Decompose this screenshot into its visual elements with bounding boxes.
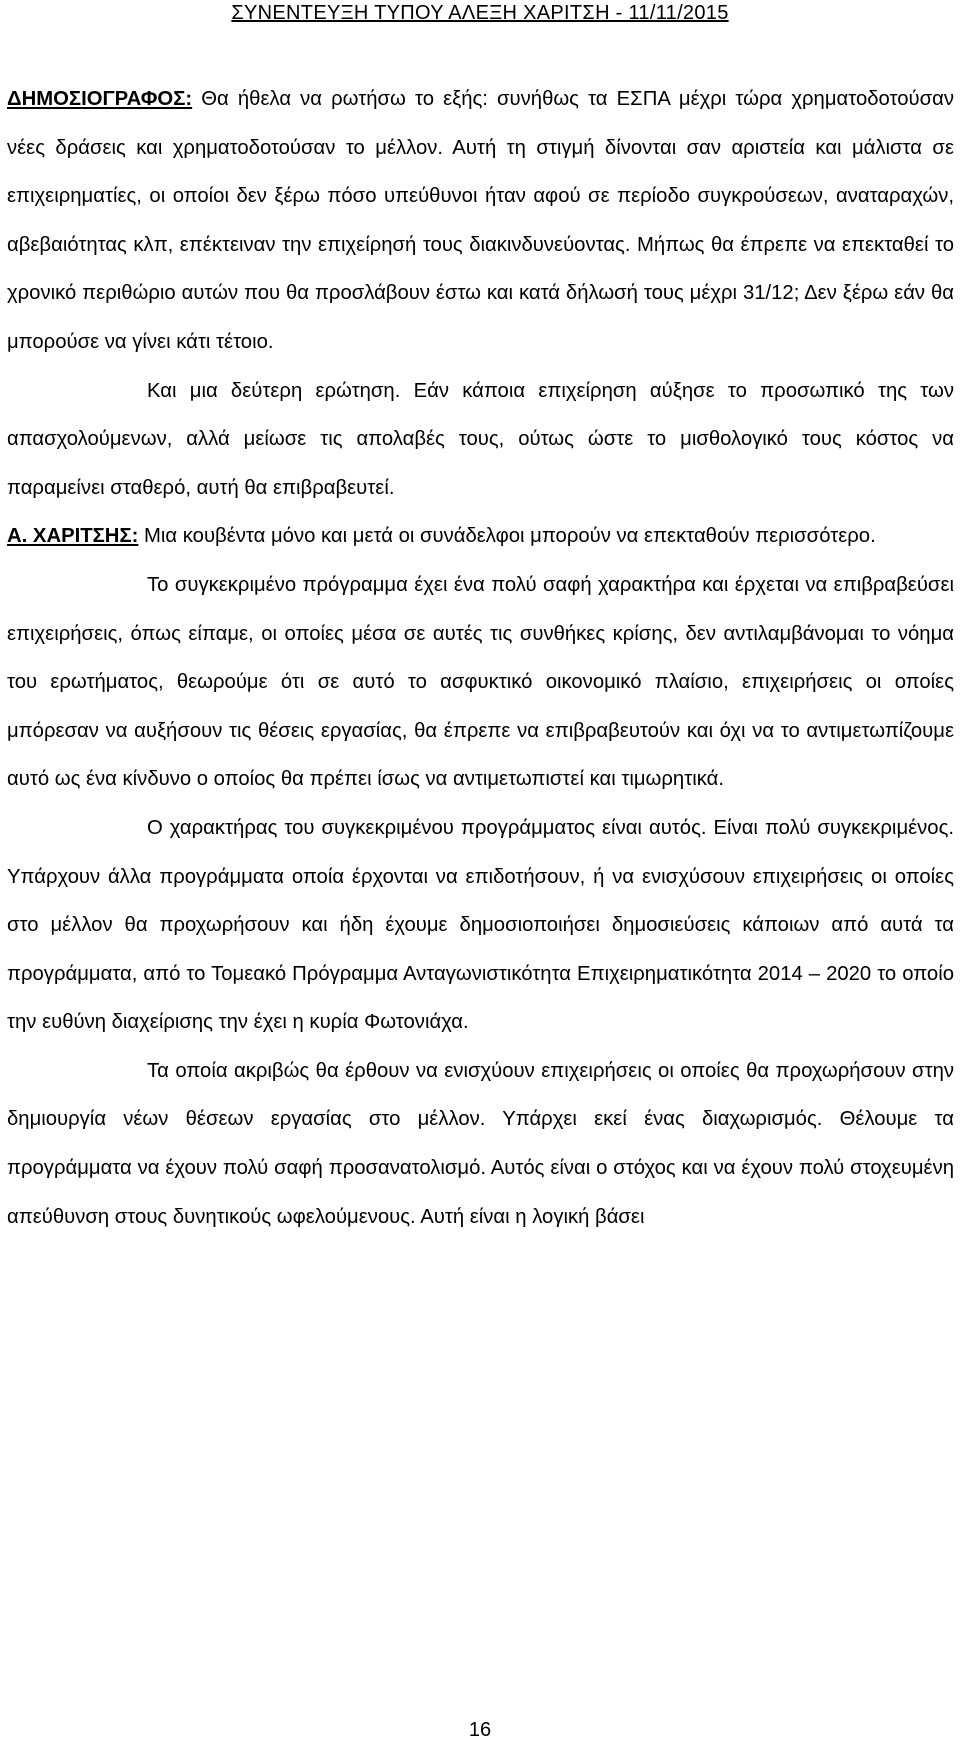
speaker-label-charitsis: Α. ΧΑΡΙΤΣΗΣ:: [7, 525, 139, 548]
paragraph-journalist-question: [7, 75, 954, 367]
paragraph-charitsis-answer: [7, 512, 954, 561]
document-body: [7, 75, 954, 1241]
paragraph-text: Μια κουβέντα μόνο και μετά οι συνάδελφοι μπορούν να επεκταθούν περισσότερο.: [144, 525, 876, 548]
paragraph-program-character: [7, 561, 954, 804]
paragraph-other-programs: [7, 804, 954, 1047]
paragraph-text: Τα οποία ακριβώς θα έρθουν να ενισχύουν επιχειρήσεις οι οποίες θα προχωρήσουν στην δημιουργία νέων θέσεων εργασίας στο μέλλον. Υπάρχει εκεί ένας διαχωρισμός. Θέλουμε τα προγράμματα να έχουν πολύ σαφή προσανατολισμό. Αυτός είναι ο στόχος και να έχουν πολύ στοχευμένη απεύθυνση στους δυνητικούς ωφελούμενους. Αυτή είναι η λογική βάσει: [7, 1059, 954, 1228]
paragraph-text: Θα ήθελα να ρωτήσω το εξής: συνήθως τα ΕΣΠΑ μέχρι τώρα χρηματοδοτούσαν νέες δράσεις και χρηματοδοτούσαν το μέλλον. Αυτή τη στιγμή δίνονται σαν αριστεία και μάλιστα σε επιχειρηματίες, οι οποίοι δεν ξέρω πόσο υπεύθυνοι ήταν αφού σε περίοδο συγκρούσεων, αναταραχών, αβεβαιότητας κλπ, επέκτειναν την επιχείρησή τους διακινδυνεύοντας. Μήπως θα έπρεπε να επεκταθεί το χρονικό περιθώριο αυτών που θα προσλάβουν έστω και κατά δήλωσή τους μέχρι 31/12; Δεν ξέρω εάν θα μπορούσε να γίνει κάτι τέτοιο.: [7, 88, 954, 353]
page-number: 16: [468, 1719, 492, 1741]
speaker-label-journalist: ΔΗΜΟΣΙΟΓΡΑΦΟΣ:: [7, 88, 193, 110]
paragraph-second-question: [7, 367, 954, 513]
paragraph-text: Το συγκεκριμένο πρόγραμμα έχει ένα πολύ σαφή χαρακτήρα και έρχεται να επιβραβεύσει επιχειρήσεις, όπως είπαμε, οι οποίες μέσα σε αυτές τις συνθήκες κρίσης, δεν αντιλαμβάνομαι το νόημα του ερωτήματος, θεωρούμε ότι σε αυτό το ασφυκτικό οικονομικό πλαίσιο, επιχειρήσεις οι οποίες μπόρεσαν να αυξήσουν τις θέσεις εργασίας, θα έπρεπε να επιβραβευτούν και όχι να το αντιμετωπίζουμε αυτό ως ένα κίνδυνο ο οποίος θα πρέπει ίσως να αντιμετωπιστεί και τιμωρητικά.: [7, 573, 954, 791]
paragraph-text: Ο χαρακτήρας του συγκεκριμένου προγράμματος είναι αυτός. Είναι πολύ συγκεκριμένος. Υπάρχουν άλλα προγράμματα οποία έρχονται να επιδοτήσουν, ή να ενισχύσουν επιχειρήσεις οι οποίες στο μέλλον θα προχωρήσουν και ήδη έχουμε δημοσιοποιήσει δημοσιεύσεις κάποιων από αυτά τα προγράμματα, από το Τομεακό Πρόγραμμα Ανταγωνιστικότητα Επιχειρηματικότητα 2014 – 2020 το οποίο την ευθύνη διαχείρισης την έχει η κυρία Φωτονιάχα.: [7, 816, 954, 1034]
paragraph-text: Και μια δεύτερη ερώτηση. Εάν κάποια επιχείρηση αύξησε το προσωπικό της των απασχολούμενων, αλλά μείωσε τις απολαβές τους, ούτως ώστε το μισθολογικό τους κόστος να παραμείνει σταθερό, αυτή θα επιβραβευτεί.: [7, 379, 954, 499]
document-header: ΣΥΝΕΝΤΕΥΞΗ ΤΥΠΟΥ ΑΛΕΞΗ ΧΑΡΙΤΣΗ - 11/11/2015: [231, 2, 729, 24]
paragraph-future-jobs: [7, 1047, 954, 1241]
